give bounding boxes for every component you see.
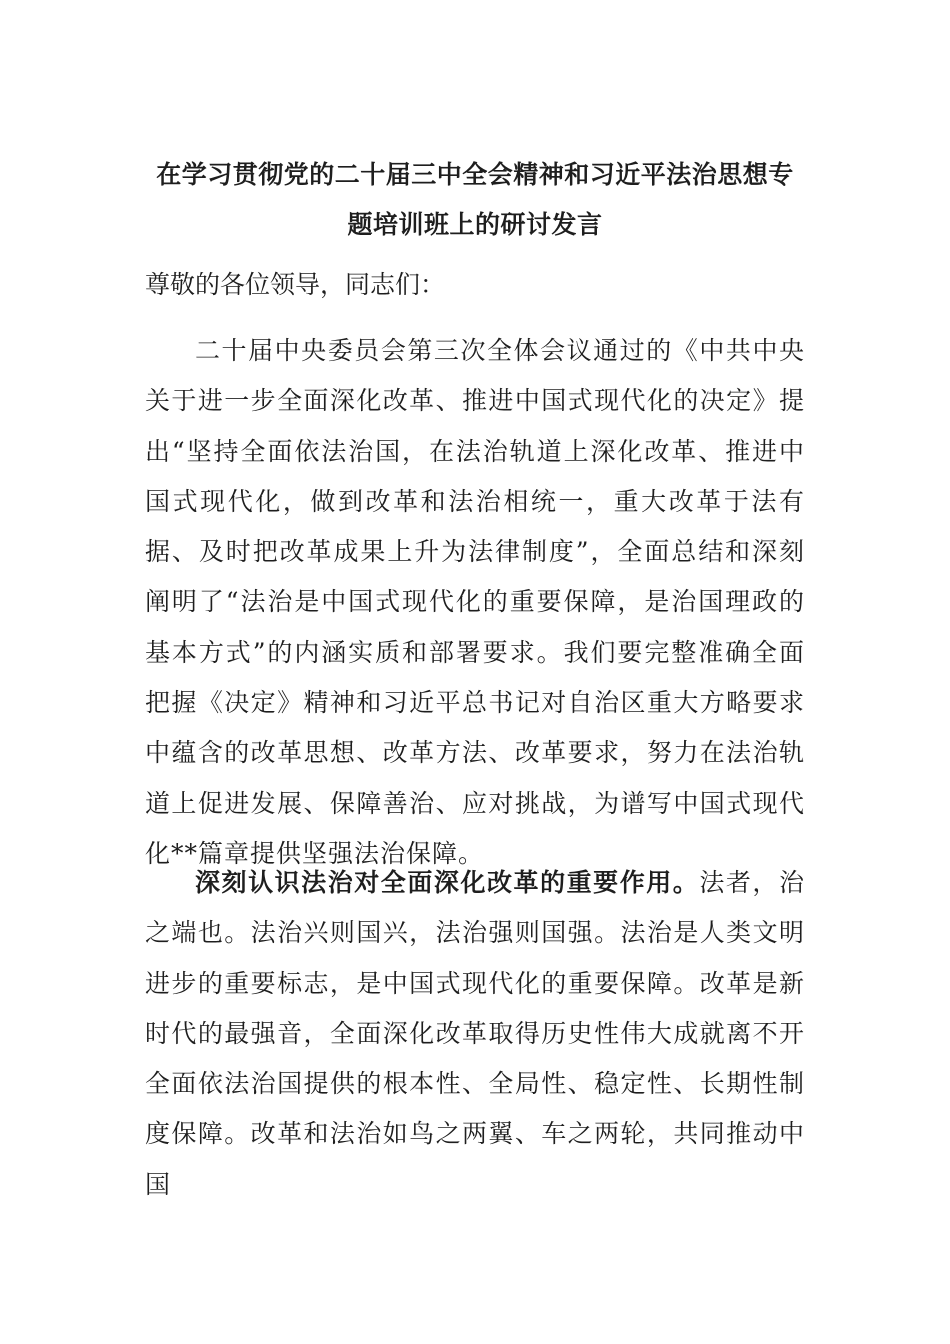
salutation: 尊敬的各位领导，同志们：: [145, 270, 446, 299]
paragraph-body: 法者，治之端也。法治兴则国兴，法治强则国强。法治是人类文明进步的重要标志，是中国式现代化的重要保障。改革是新时代的最强音，全面深化改革取得历史性伟大成就离不开全面依法治国提供的根本性、全局性、稳定性、长期性制度保障。改革和法治如鸟之两翼、车之两轮，共同推动中国: [145, 868, 805, 1199]
paragraph-section-one: [145, 858, 805, 1210]
paragraph-lead: 深刻认识法治对全面深化改革的重要作用。: [195, 868, 700, 897]
document-title: 在学习贯彻党的二十届三中全会精神和习近平法治思想专题培训班上的研讨发言: [156, 160, 794, 239]
paragraph-intro: [145, 326, 805, 879]
paragraph-body: 二十届中央委员会第三次全体会议通过的《中共中央关于进一步全面深化改革、推进中国式现代化的决定》提出“坚持全面依法治国，在法治轨道上深化改革、推进中国式现代化，做到改革和法治相统一，重大改革于法有据、及时把改革成果上升为法律制度”，全面总结和深刻阐明了“法治是中国式现代化的重要保障，是治国理政的基本方式”的内涵实质和部署要求。我们要完整准确全面把握《决定》精神和习近平总书记对自治区重大方略要求中蕴含的改革思想、改革方法、改革要求，努力在法治轨道上促进发展、保障善治、应对挑战，为谱写中国式现代化**篇章提供坚强法治保障。: [145, 336, 805, 868]
